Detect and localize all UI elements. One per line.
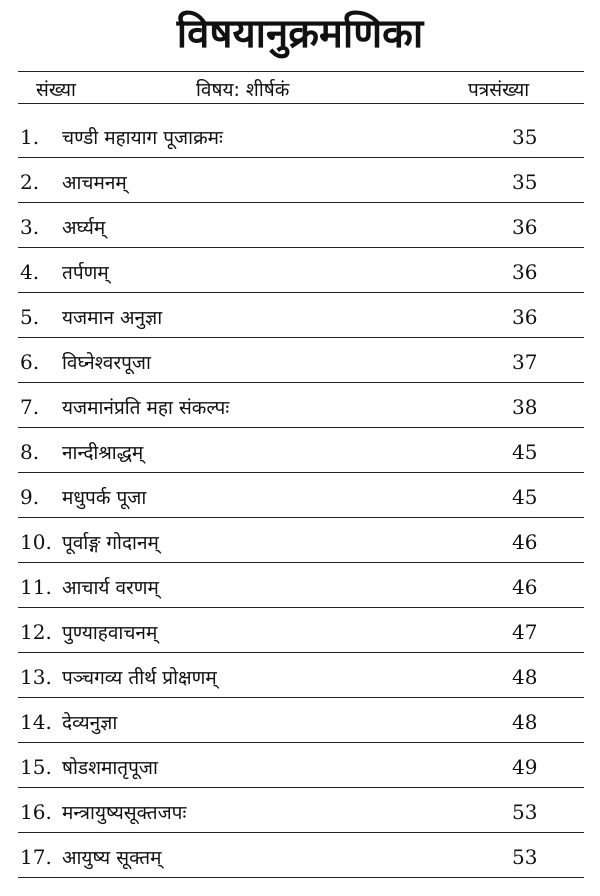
entry-page-number: 48 bbox=[512, 665, 538, 689]
row-divider bbox=[18, 877, 584, 878]
toc-row bbox=[0, 473, 600, 518]
entry-subject: मधुपर्क पूजा bbox=[62, 487, 147, 509]
toc-row bbox=[0, 833, 600, 878]
header-subject: विषय: शीर्षकं bbox=[196, 79, 290, 101]
toc-row bbox=[0, 608, 600, 653]
entry-number: 11. bbox=[20, 575, 52, 599]
entry-subject: पूर्वाङ्ग गोदानम् bbox=[62, 532, 159, 554]
entry-page-number: 46 bbox=[512, 575, 538, 599]
entry-number: 5. bbox=[20, 305, 40, 329]
entry-subject: नान्दीश्राद्धम् bbox=[62, 442, 144, 464]
entry-number: 9. bbox=[20, 485, 40, 509]
entry-number: 14. bbox=[20, 710, 52, 734]
entry-number: 3. bbox=[20, 215, 40, 239]
entry-number: 12. bbox=[20, 620, 52, 644]
entry-number: 13. bbox=[20, 665, 52, 689]
entry-page-number: 35 bbox=[512, 170, 538, 194]
entry-subject: आचार्य वरणम् bbox=[62, 577, 159, 599]
entry-subject: षोडशमातृपूजा bbox=[62, 757, 158, 779]
toc-row bbox=[0, 248, 600, 293]
entry-subject: पञ्चगव्य तीर्थ प्रोक्षणम् bbox=[62, 667, 217, 689]
header-number: संख्या bbox=[36, 79, 76, 101]
toc-row bbox=[0, 788, 600, 833]
entry-number: 8. bbox=[20, 440, 40, 464]
entry-subject: विघ्नेश्वरपूजा bbox=[62, 352, 151, 374]
table-header bbox=[0, 72, 600, 102]
entry-subject: आचमनम् bbox=[62, 172, 127, 194]
entry-number: 10. bbox=[20, 530, 52, 554]
entry-number: 7. bbox=[20, 395, 40, 419]
entry-page-number: 48 bbox=[512, 710, 538, 734]
entry-page-number: 45 bbox=[512, 485, 538, 509]
toc-row bbox=[0, 383, 600, 428]
entry-subject: यजमानंप्रति महा संकल्पः bbox=[62, 397, 230, 419]
toc-row bbox=[0, 428, 600, 473]
entry-subject: चण्डी महायाग पूजाक्रमः bbox=[62, 127, 223, 149]
entry-page-number: 35 bbox=[512, 125, 538, 149]
entry-page-number: 38 bbox=[512, 395, 538, 419]
entry-page-number: 36 bbox=[512, 260, 538, 284]
toc-row bbox=[0, 158, 600, 203]
entry-subject: तर्पणम् bbox=[62, 262, 109, 284]
toc-row bbox=[0, 743, 600, 788]
entry-number: 16. bbox=[20, 800, 52, 824]
entry-number: 15. bbox=[20, 755, 52, 779]
entry-number: 6. bbox=[20, 350, 40, 374]
toc-row bbox=[0, 563, 600, 608]
entry-page-number: 47 bbox=[512, 620, 538, 644]
entry-subject: पुण्याहवाचनम् bbox=[62, 622, 158, 644]
toc-row bbox=[0, 104, 600, 158]
toc-row bbox=[0, 698, 600, 743]
entry-page-number: 37 bbox=[512, 350, 538, 374]
entry-subject: यजमान अनुज्ञा bbox=[62, 307, 163, 329]
entry-subject: मन्त्रायुष्यसूक्तजपः bbox=[62, 802, 187, 824]
entry-page-number: 45 bbox=[512, 440, 538, 464]
entry-page-number: 36 bbox=[512, 215, 538, 239]
entry-page-number: 53 bbox=[512, 800, 538, 824]
entry-page-number: 46 bbox=[512, 530, 538, 554]
entry-page-number: 49 bbox=[512, 755, 538, 779]
entry-subject: आयुष्य सूक्तम् bbox=[62, 847, 162, 869]
entry-number: 4. bbox=[20, 260, 40, 284]
toc-row bbox=[0, 518, 600, 563]
header-page: पत्रसंख्या bbox=[468, 79, 530, 101]
entry-page-number: 53 bbox=[512, 845, 538, 869]
entry-page-number: 36 bbox=[512, 305, 538, 329]
toc-list bbox=[0, 104, 600, 878]
toc-row bbox=[0, 293, 600, 338]
toc-row bbox=[0, 338, 600, 383]
entry-number: 2. bbox=[20, 170, 40, 194]
toc-row bbox=[0, 203, 600, 248]
entry-number: 17. bbox=[20, 845, 52, 869]
entry-subject: देव्यनुज्ञा bbox=[62, 712, 118, 734]
entry-number: 1. bbox=[20, 125, 40, 149]
page-title: विषयानुक्रमणिका bbox=[176, 11, 424, 57]
entry-subject: अर्घ्यम् bbox=[62, 217, 106, 239]
toc-row bbox=[0, 653, 600, 698]
